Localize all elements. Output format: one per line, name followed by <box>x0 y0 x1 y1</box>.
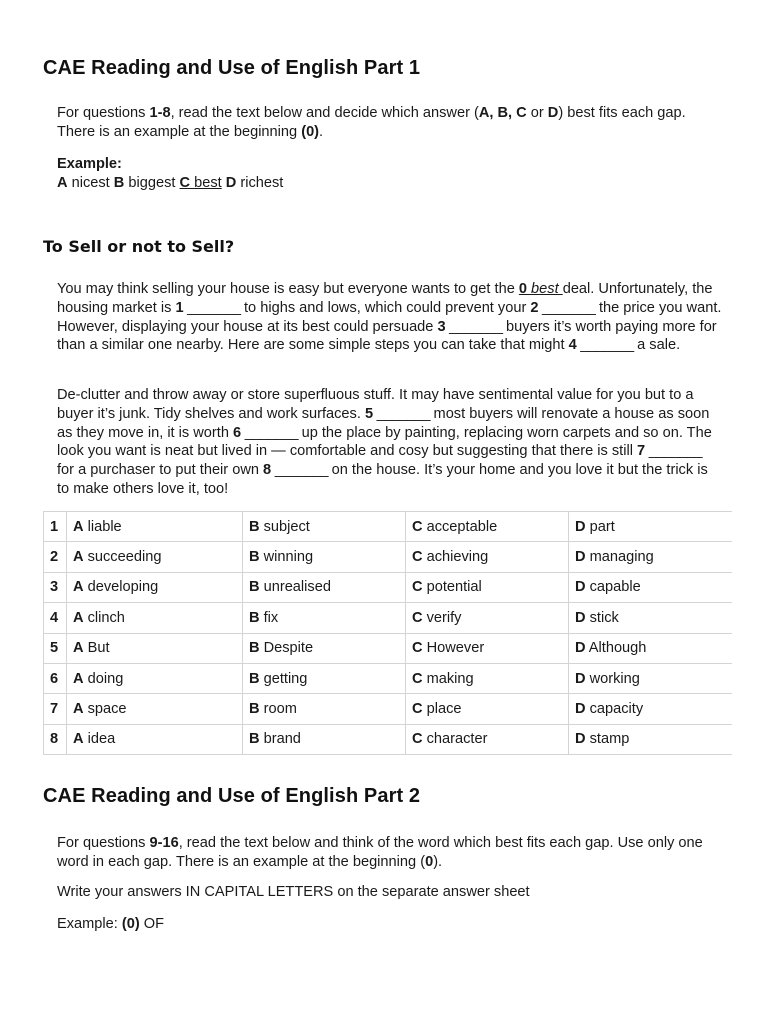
option-d: D part <box>569 512 733 542</box>
option-b: B unrealised <box>243 572 406 602</box>
table-row <box>44 633 733 663</box>
question-number: 5 <box>44 633 67 663</box>
option-b: B getting <box>243 663 406 693</box>
part1-instructions: For questions 1-8, read the text below and decide which answer (A, B, C or D) best fits each gap. There is an example at the beginning (0). <box>57 105 686 140</box>
option-b: B room <box>243 694 406 724</box>
option-c: C acceptable <box>406 512 569 542</box>
option-c: C However <box>406 633 569 663</box>
table-row <box>44 724 733 754</box>
question-number: 6 <box>44 663 67 693</box>
option-b: B Despite <box>243 633 406 663</box>
table-row <box>44 542 733 572</box>
option-c: C character <box>406 724 569 754</box>
question-number: 3 <box>44 572 67 602</box>
option-b: B fix <box>243 603 406 633</box>
option-d: D stick <box>569 603 733 633</box>
option-a: A succeeding <box>67 542 243 572</box>
example-heading: Example: <box>57 156 122 172</box>
part2-instructions: For questions 9-16, read the text below and think of the word which best fits each gap. Use only one word in each gap. There is an example at the beginning (0). <box>57 835 703 870</box>
text-paragraph-2: De-clutter and throw away or store superfluous stuff. It may have sentimental value for you but to a buyer it’s junk. Tidy shelves and work surfaces. 5 _______ most buyers will renovate a house as soon as they move in, it is worth 6 _______ up the place by painting, replacing worn carpets and so on. The look you want is neat but lived in — comfortable and cosy but suggesting that there is still 7 _______ for a purchaser to put their own 8 _______ on the house. It’s your home and you love it but the trick is to make others love it, too! <box>57 387 712 497</box>
text-title: To Sell or not to Sell? <box>43 237 235 256</box>
option-b: B winning <box>243 542 406 572</box>
example-options: A nicest B biggest C best D richest <box>57 174 284 191</box>
option-a: A doing <box>67 663 243 693</box>
option-c: C achieving <box>406 542 569 572</box>
option-d: D capacity <box>569 694 733 724</box>
option-a: A idea <box>67 724 243 754</box>
table-row <box>44 603 733 633</box>
table-row <box>44 512 733 542</box>
part2-example: Example: (0) OF <box>57 916 165 932</box>
option-a: A developing <box>67 572 243 602</box>
option-a: A space <box>67 694 243 724</box>
option-c: C place <box>406 694 569 724</box>
option-d: D working <box>569 663 733 693</box>
option-b: B brand <box>243 724 406 754</box>
part2-title: CAE Reading and Use of English Part 2 <box>43 785 421 807</box>
option-b: B subject <box>243 512 406 542</box>
option-d: D stamp <box>569 724 733 754</box>
option-a: A clinch <box>67 603 243 633</box>
option-c: C verify <box>406 603 569 633</box>
table-row <box>44 572 733 602</box>
table-row <box>44 694 733 724</box>
option-d: D managing <box>569 542 733 572</box>
option-c: C making <box>406 663 569 693</box>
part1-title: CAE Reading and Use of English Part 1 <box>43 57 421 79</box>
question-number: 8 <box>44 724 67 754</box>
capitals-note: Write your answers IN CAPITAL LETTERS on the separate answer sheet <box>57 884 530 900</box>
question-number: 2 <box>44 542 67 572</box>
option-d: D capable <box>569 572 733 602</box>
answer-options-table <box>43 511 732 755</box>
question-number: 1 <box>44 512 67 542</box>
option-a: A But <box>67 633 243 663</box>
text-paragraph-1: You may think selling your house is easy but everyone wants to get the 0 best deal. Unfortunately, the housing market is 1 _______ to highs and lows, which could prevent your 2 _______ the price you want. However, displaying your house at its best could persuade 3 _______ buyers it’s worth paying more for than a similar one nearby. Here are some simple steps you can take that might 4 _______ a sale. <box>57 281 722 354</box>
table-row <box>44 663 733 693</box>
part1-example <box>57 155 722 193</box>
option-d: D Although <box>569 633 733 663</box>
question-number: 7 <box>44 694 67 724</box>
option-a: A liable <box>67 512 243 542</box>
option-c: C potential <box>406 572 569 602</box>
question-number: 4 <box>44 603 67 633</box>
